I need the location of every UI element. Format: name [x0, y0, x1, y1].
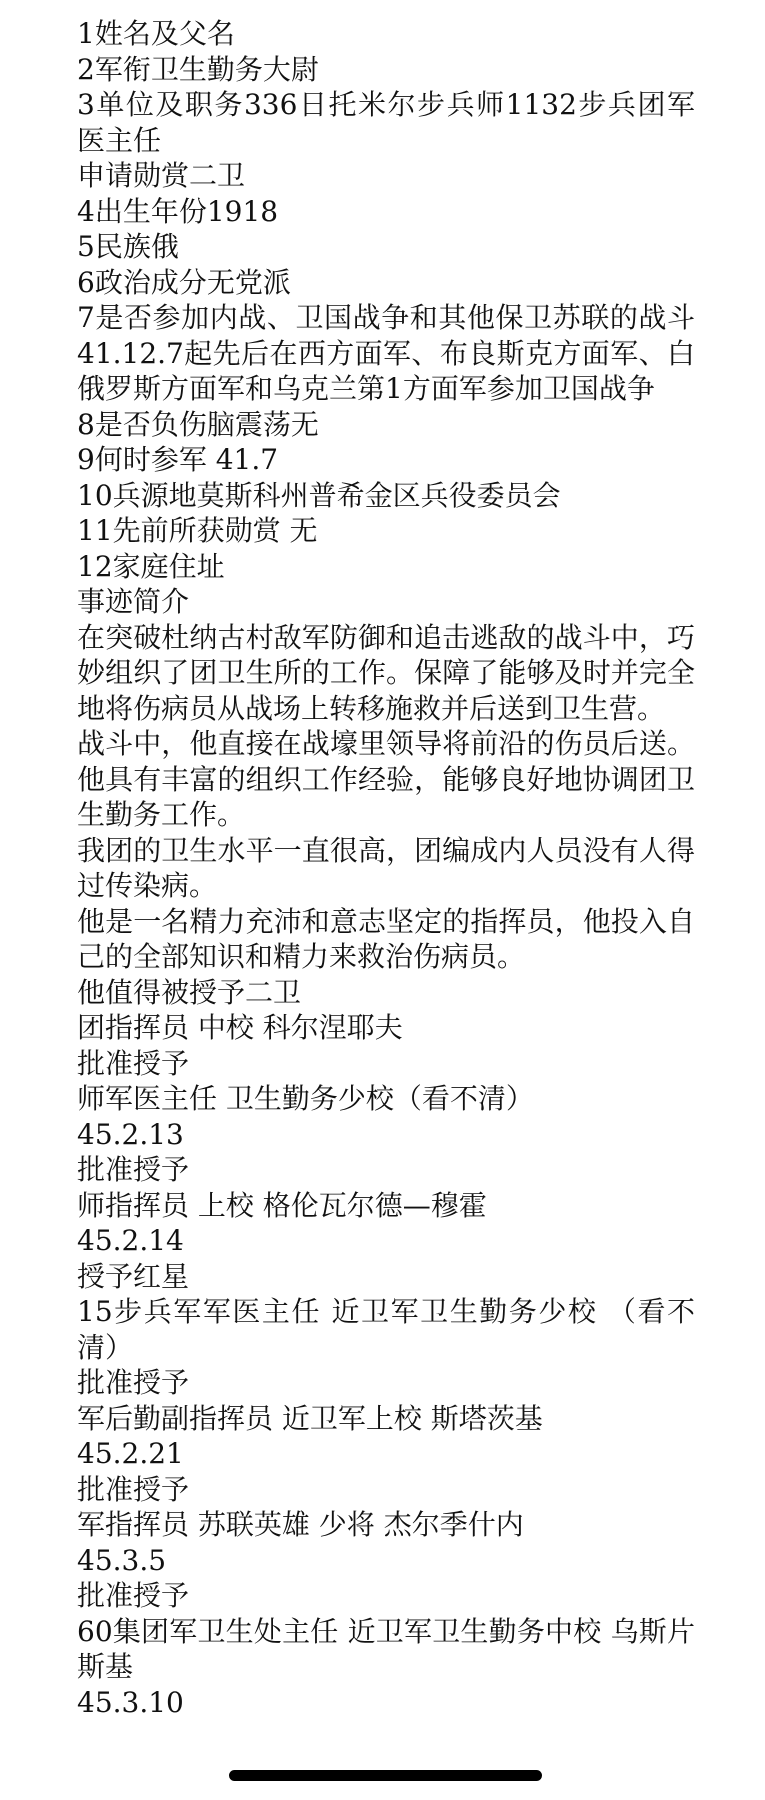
line-birth-year: 4出生年份1918: [77, 194, 279, 228]
approval-label: 批准授予: [77, 1153, 190, 1186]
line-rank: 2军衔卫生勤务大尉: [77, 52, 319, 86]
line-nationality: 5民族俄: [77, 230, 179, 263]
line-name: 1姓名及父名: [77, 17, 235, 50]
approval-label: 批准授予: [77, 1472, 190, 1506]
line-wounds: 8是否负伤脑震荡无: [77, 407, 319, 441]
approval-label: 批准授予: [77, 1579, 190, 1612]
signature-division-medical-chief: 师军医主任 卫生勤务少校（看不清）: [77, 1082, 534, 1115]
line-award-request: 申请勋赏二卫: [77, 159, 246, 192]
approval-date: 45.2.14: [77, 1224, 184, 1257]
signature-corps-rear-deputy: 军后勤副指挥员 近卫军上校 斯塔茨基: [77, 1401, 543, 1435]
approval-label: 批准授予: [77, 1046, 190, 1080]
award-red-star-label: 授予红星: [77, 1259, 190, 1293]
line-recommendation: 他值得被授予二卫: [77, 975, 302, 1009]
approval-date: 45.3.5: [77, 1543, 167, 1577]
line-party: 6政治成分无党派: [77, 265, 291, 299]
paragraph-summary-3: 我团的卫生水平一直很高，团编成内人员没有人得过传染病。: [77, 833, 695, 902]
line-previous-awards: 11先前所获勋赏 无: [77, 514, 318, 547]
document-body: [77, 16, 695, 1720]
paragraph-summary-4: 他是一名精力充沛和意志坚定的指挥员，他投入自己的全部知识和精力来救治伤病员。: [77, 904, 695, 973]
signature-corps-commander: 军指挥员 苏联英雄 少将 杰尔季什内: [77, 1508, 524, 1541]
line-home-address: 12家庭住址: [77, 549, 225, 583]
line-combat-service: 7是否参加内战、卫国战争和其他保卫苏联的战斗41.12.7起先后在西方面军、布良斯克方面军、白俄罗斯方面军和乌克兰第1方面军参加卫国战争: [77, 301, 695, 405]
home-indicator-icon[interactable]: [229, 1770, 542, 1781]
signature-division-commander: 师指挥员 上校 格伦瓦尔德—穆霍: [77, 1188, 487, 1222]
signature-corps-medical-chief: 15步兵军军医主任 近卫军卫生勤务少校 （看不清）: [77, 1295, 695, 1364]
signature-army-medical-chief: 60集团军卫生处主任 近卫军卫生勤务中校 乌斯片斯基: [77, 1614, 695, 1683]
section-heading-summary: 事迹简介: [77, 585, 190, 618]
approval-date: 45.2.21: [77, 1437, 184, 1470]
approval-label: 批准授予: [77, 1366, 190, 1399]
line-enlistment-date: 9何时参军 41.7: [77, 443, 279, 476]
approval-date: 45.2.13: [77, 1117, 184, 1151]
line-unit-position: 3单位及职务336日托米尔步兵师1132步兵团军医主任: [77, 88, 695, 157]
approval-date: 45.3.10: [77, 1685, 184, 1719]
signature-regiment-commander: 团指挥员 中校 科尔涅耶夫: [77, 1011, 403, 1044]
line-draft-office: 10兵源地莫斯科州普希金区兵役委员会: [77, 478, 561, 512]
paragraph-summary-1: 在突破杜纳古村敌军防御和追击逃敌的战斗中，巧妙组织了团卫生所的工作。保障了能够及时并完全地将伤病员从战场上转移施救并后送到卫生营。: [77, 620, 695, 725]
paragraph-summary-2: 战斗中，他直接在战壕里领导将前沿的伤员后送。他具有丰富的组织工作经验，能够良好地协调团卫生勤务工作。: [77, 727, 695, 831]
